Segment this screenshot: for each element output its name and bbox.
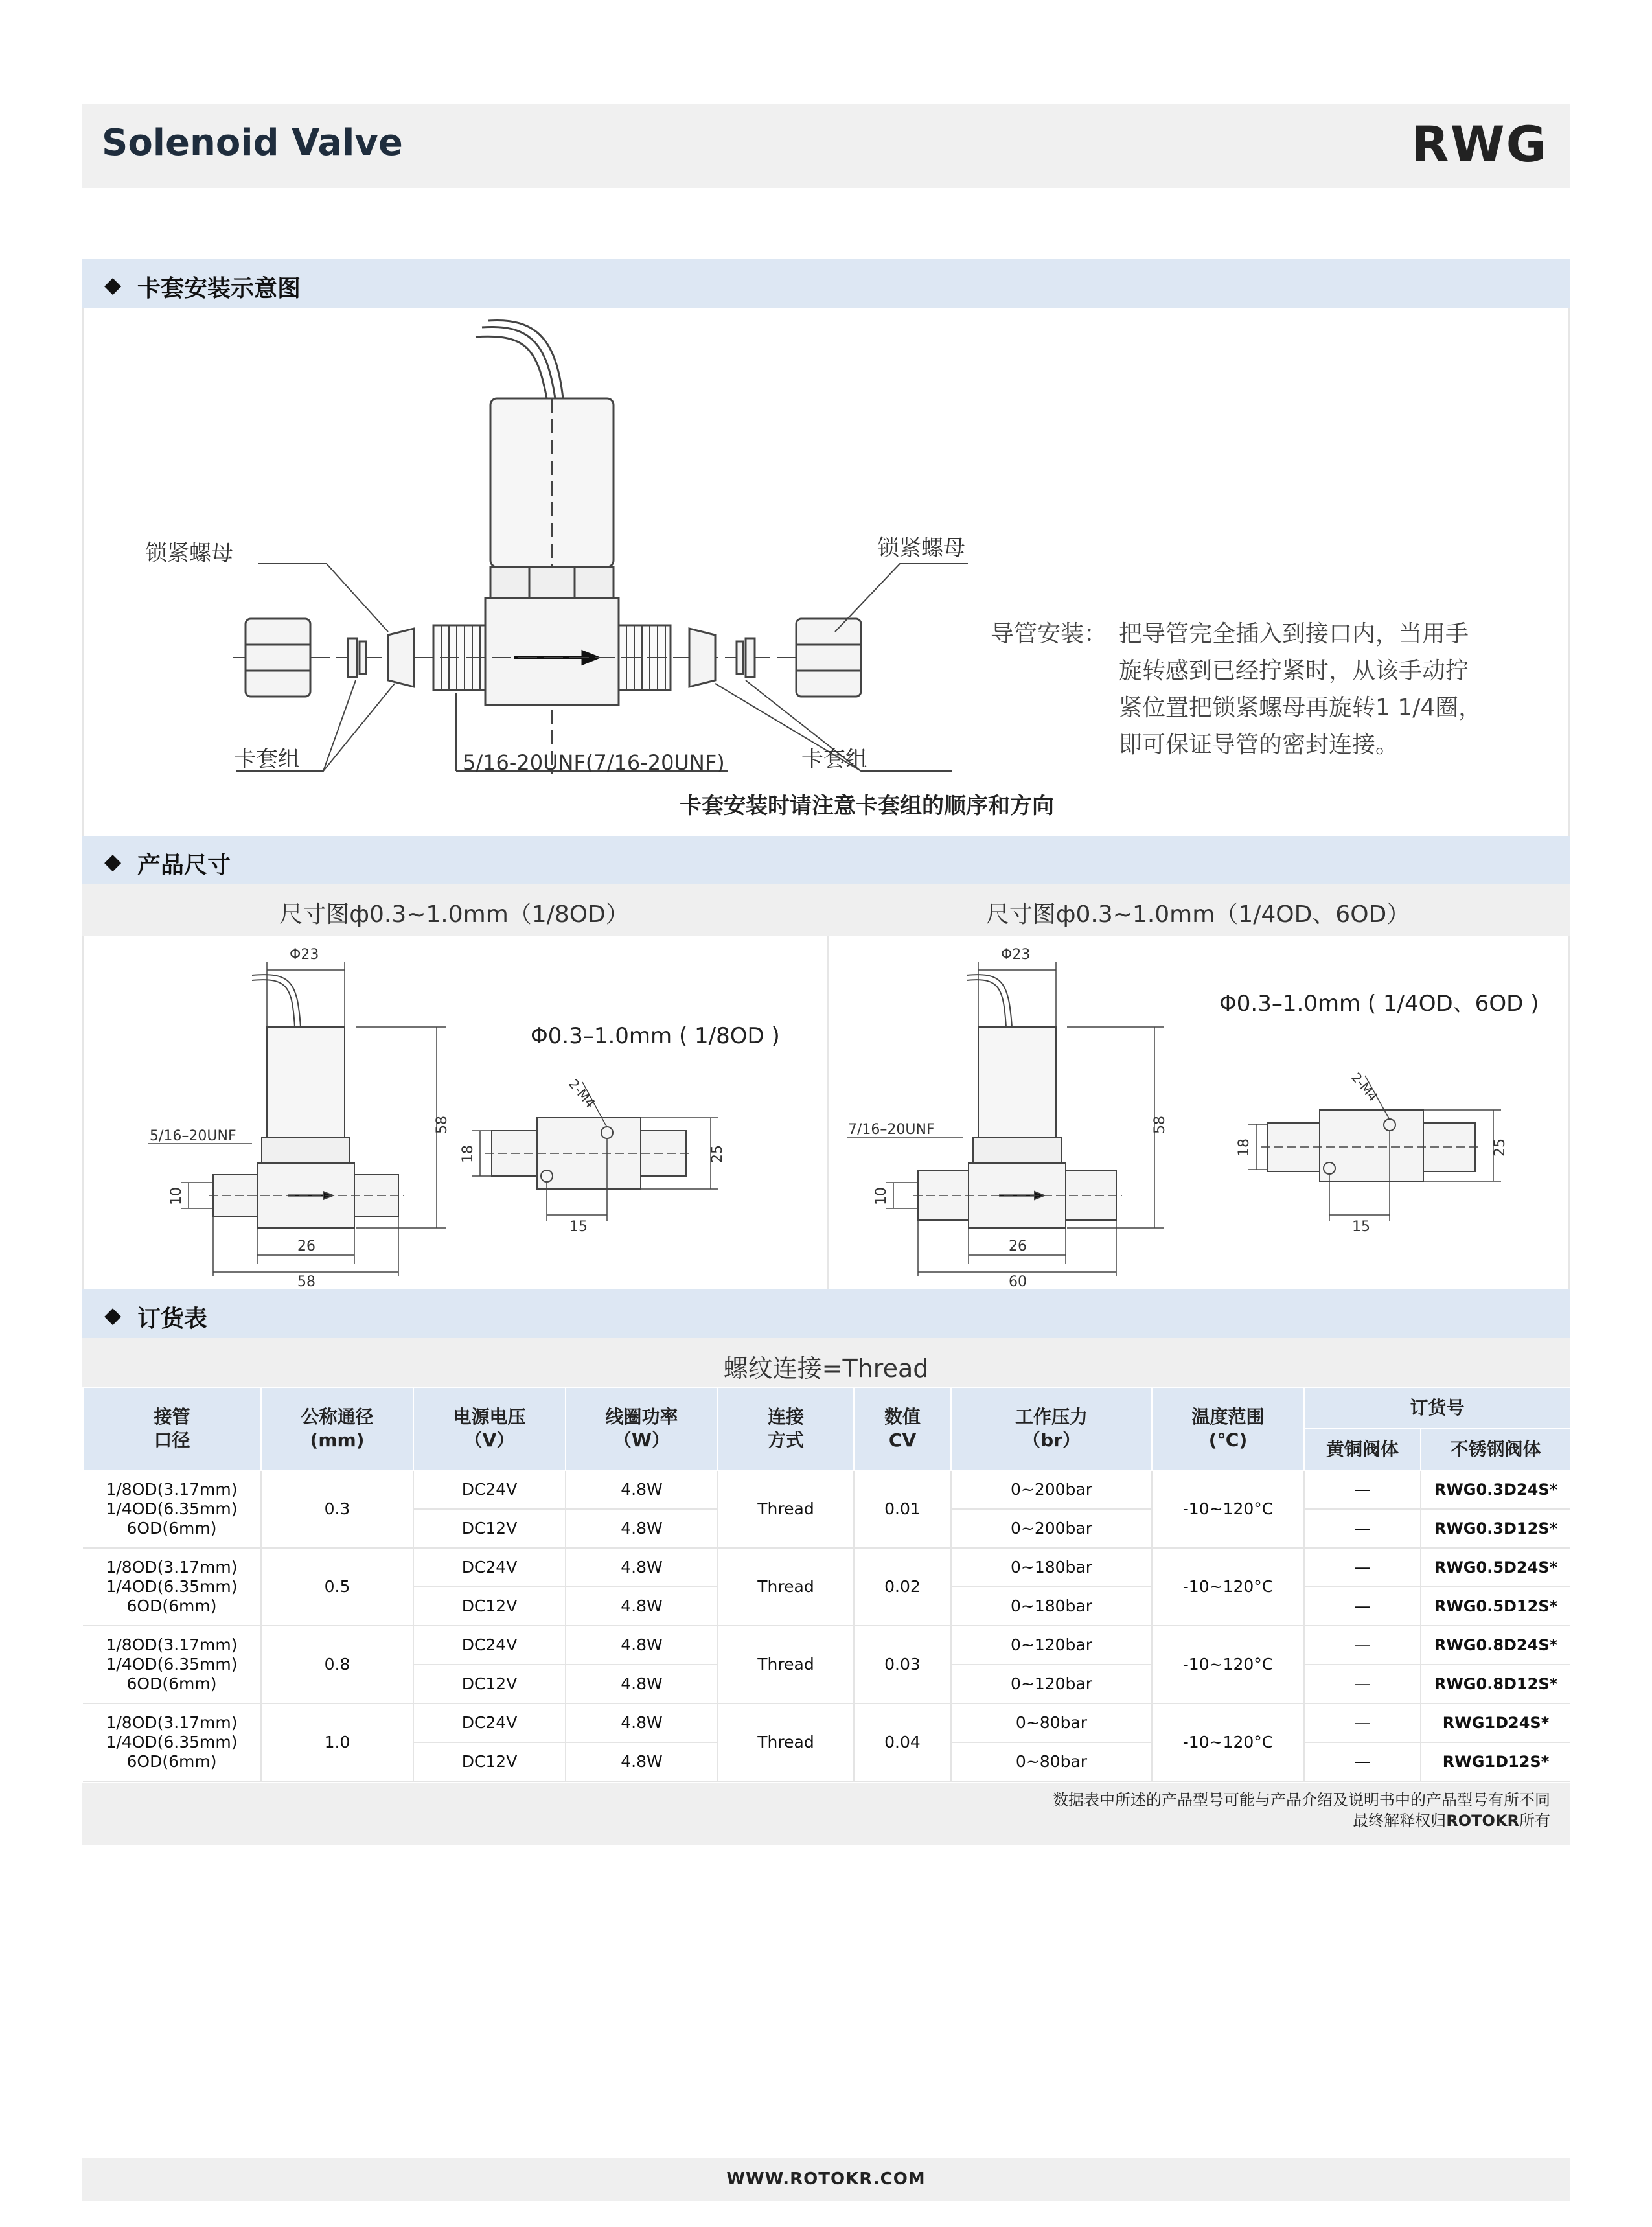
header-connection: 连接 方式 (718, 1387, 854, 1470)
dimension-header-left: 尺寸图ф0.3~1.0mm（1/8OD） (279, 901, 629, 928)
temperature-cell: -10~120°C (1152, 1626, 1304, 1703)
header-temperature: 温度范围 (℃) (1152, 1387, 1304, 1470)
pressure-cell: 0~120bar (951, 1665, 1152, 1703)
steel-order-cell: RWG0.3D24S* (1421, 1470, 1570, 1509)
section-bar-order (82, 1289, 1570, 1338)
order-table (82, 1387, 1571, 1782)
voltage-cell: DC12V (413, 1742, 566, 1781)
pipe-size: 1/4OD(6.35mm) (106, 1655, 238, 1674)
power-cell: 4.8W (566, 1509, 718, 1548)
pressure-cell: 0~180bar (951, 1587, 1152, 1626)
header-steel: 不锈钢阀体 (1421, 1429, 1570, 1470)
brass-order-cell: — (1304, 1587, 1421, 1626)
dim-body-right: 26 (1009, 1238, 1027, 1254)
voltage-cell: DC24V (413, 1548, 566, 1587)
dim-side-w-right: 15 (1352, 1219, 1370, 1235)
footnote-line-2: 最终解释权归ROTOKR所有 (1353, 1812, 1550, 1830)
pipe-size-cell (83, 1626, 261, 1703)
thread-right: 7/16–20UNF (848, 1122, 935, 1138)
table-row (83, 1626, 1570, 1665)
dim-body-left: 26 (297, 1238, 315, 1254)
section-title-order: 订货表 (137, 1306, 208, 1332)
install-line-4: 即可保证导管的密封连接。 (1119, 732, 1399, 758)
footer-url: WWW.ROTOKR.COM (726, 2169, 926, 2189)
pipe-size: 6OD(6mm) (126, 1674, 217, 1693)
power-cell: 4.8W (566, 1626, 718, 1665)
temperature-cell: -10~120°C (1152, 1703, 1304, 1781)
cv-cell: 0.04 (854, 1703, 951, 1781)
voltage-cell: DC24V (413, 1626, 566, 1665)
footnote-line-1: 数据表中所述的产品型号可能与产品介绍及说明书中的产品型号有所不同 (1053, 1791, 1550, 1809)
pipe-size: 1/8OD(3.17mm) (106, 1713, 238, 1732)
bore-cell: 0.5 (261, 1548, 413, 1626)
dim-side-h-right: 18 (1236, 1138, 1252, 1157)
installation-diagram (84, 308, 1568, 836)
voltage-cell: DC24V (413, 1470, 566, 1509)
cv-cell: 0.03 (854, 1626, 951, 1703)
voltage-cell: DC12V (413, 1665, 566, 1703)
table-row (83, 1703, 1570, 1742)
pressure-cell: 0~80bar (951, 1742, 1152, 1781)
header-brass: 黄铜阀体 (1304, 1429, 1421, 1470)
steel-order-cell: RWG0.3D12S* (1421, 1509, 1570, 1548)
ferrule-label-right: 卡套组 (801, 746, 867, 772)
diamond-icon: ◆ (104, 272, 122, 298)
header-power: 线圈功率 （W） (566, 1387, 718, 1470)
pipe-size-cell (83, 1470, 261, 1548)
dim-total-left: 58 (297, 1274, 315, 1289)
pipe-size: 6OD(6mm) (126, 1597, 217, 1615)
dimension-headers (82, 884, 1570, 936)
ferrule-label-left: 卡套组 (234, 746, 300, 772)
steel-order-cell: RWG0.8D12S* (1421, 1665, 1570, 1703)
thread-left: 5/16–20UNF (150, 1128, 236, 1144)
voltage-cell: DC12V (413, 1509, 566, 1548)
dim-pipe-left: 10 (168, 1187, 185, 1205)
page-title: Solenoid Valve (102, 122, 403, 164)
pressure-cell: 0~200bar (951, 1509, 1152, 1548)
brass-order-cell: — (1304, 1509, 1421, 1548)
pipe-size-cell (83, 1548, 261, 1626)
pipe-size: 6OD(6mm) (126, 1519, 217, 1538)
table-row (83, 1470, 1570, 1509)
section-bar-dimensions (82, 836, 1570, 884)
pressure-cell: 0~120bar (951, 1626, 1152, 1665)
dim-top-right: Φ23 (1001, 947, 1031, 963)
bore-cell: 1.0 (261, 1703, 413, 1781)
dimension-drawing-left (84, 936, 827, 1289)
brass-order-cell: — (1304, 1665, 1421, 1703)
steel-order-cell: RWG0.5D24S* (1421, 1548, 1570, 1587)
connection-cell: Thread (718, 1470, 854, 1548)
table-row (83, 1548, 1570, 1587)
dim-height-right: 58 (1152, 1116, 1168, 1134)
power-cell: 4.8W (566, 1548, 718, 1587)
dimension-caption-left: Φ0.3–1.0mm ( 1/8OD ) (531, 1023, 780, 1049)
dim-holes-right: 2-M4 (1348, 1069, 1381, 1105)
brand-logo: RWG (1411, 115, 1548, 173)
pressure-cell: 0~80bar (951, 1703, 1152, 1742)
temperature-cell: -10~120°C (1152, 1548, 1304, 1626)
bore-cell: 0.8 (261, 1626, 413, 1703)
section-title-dimensions: 产品尺寸 (137, 852, 231, 879)
pressure-cell: 0~200bar (951, 1470, 1152, 1509)
dim-side-h-left: 18 (460, 1145, 476, 1163)
header-order-number: 订货号 (1304, 1387, 1570, 1429)
dim-total-right: 60 (1009, 1274, 1027, 1289)
header-voltage: 电源电压 （V） (413, 1387, 566, 1470)
diamond-icon: ◆ (104, 1302, 122, 1328)
header-pipe: 接管 口径 (83, 1387, 261, 1470)
diamond-icon: ◆ (104, 849, 122, 875)
steel-order-cell: RWG0.8D24S* (1421, 1626, 1570, 1665)
connection-cell: Thread (718, 1548, 854, 1626)
power-cell: 4.8W (566, 1587, 718, 1626)
voltage-cell: DC12V (413, 1587, 566, 1626)
temperature-cell: -10~120°C (1152, 1470, 1304, 1548)
install-title: 导管安装： (991, 621, 1108, 647)
order-subtitle-strip (82, 1338, 1570, 1387)
steel-order-cell: RWG0.5D12S* (1421, 1587, 1570, 1626)
dimension-header-right: 尺寸图ф0.3~1.0mm（1/4OD、6OD） (985, 901, 1410, 928)
pipe-size: 1/4OD(6.35mm) (106, 1499, 238, 1518)
lock-nut-label-left: 锁紧螺母 (145, 540, 233, 566)
install-line-2: 旋转感到已经拧紧时，从该手动拧 (1119, 658, 1469, 684)
dimension-panel (82, 936, 1570, 1289)
footnote (1053, 1790, 1550, 1831)
pipe-size-cell (83, 1703, 261, 1781)
header-pressure: 工作压力 （br） (951, 1387, 1152, 1470)
install-line-1: 把导管完全插入到接口内，当用手 (1119, 621, 1469, 647)
header-cv: 数值 CV (854, 1387, 951, 1470)
power-cell: 4.8W (566, 1470, 718, 1509)
page-header (82, 104, 1570, 188)
install-line-3: 紧位置把锁紧螺母再旋转1 1/4圈， (1119, 695, 1482, 721)
brass-order-cell: — (1304, 1470, 1421, 1509)
pipe-size: 1/4OD(6.35mm) (106, 1577, 238, 1596)
steel-order-cell: RWG1D12S* (1421, 1742, 1570, 1781)
pipe-size: 1/8OD(3.17mm) (106, 1480, 238, 1499)
order-subtitle: 螺纹连接=Thread (723, 1354, 929, 1383)
dim-side-w-left: 15 (569, 1219, 588, 1235)
pipe-size: 1/8OD(3.17mm) (106, 1635, 238, 1654)
page-footer (82, 2158, 1570, 2201)
pipe-size: 1/4OD(6.35mm) (106, 1733, 238, 1751)
brass-order-cell: — (1304, 1626, 1421, 1665)
install-caption: 卡套安装时请注意卡套组的顺序和方向 (680, 793, 1054, 819)
brass-order-cell: — (1304, 1548, 1421, 1587)
dim-height-left: 58 (434, 1116, 450, 1134)
installation-panel (82, 308, 1570, 836)
thread-label: 5/16-20UNF(7/16-20UNF) (463, 750, 725, 775)
pipe-size: 1/8OD(3.17mm) (106, 1558, 238, 1576)
voltage-cell: DC24V (413, 1703, 566, 1742)
section-bar-installation (82, 259, 1570, 308)
order-table-body (83, 1470, 1570, 1781)
pressure-cell: 0~180bar (951, 1548, 1152, 1587)
dim-side-r-left: 25 (709, 1145, 726, 1163)
steel-order-cell: RWG1D24S* (1421, 1703, 1570, 1742)
dim-pipe-right: 10 (873, 1187, 889, 1205)
lock-nut-label-right: 锁紧螺母 (877, 535, 965, 561)
section-title-installation: 卡套安装示意图 (137, 275, 301, 302)
power-cell: 4.8W (566, 1665, 718, 1703)
cv-cell: 0.01 (854, 1470, 951, 1548)
dim-side-r-right: 25 (1492, 1138, 1508, 1157)
power-cell: 4.8W (566, 1703, 718, 1742)
dim-top-left: Φ23 (290, 947, 319, 963)
cv-cell: 0.02 (854, 1548, 951, 1626)
brass-order-cell: — (1304, 1703, 1421, 1742)
brass-order-cell: — (1304, 1742, 1421, 1781)
connection-cell: Thread (718, 1626, 854, 1703)
header-bore: 公称通径 (mm) (261, 1387, 413, 1470)
dimension-caption-right: Φ0.3–1.0mm ( 1/4OD、6OD ) (1219, 991, 1539, 1017)
dimension-drawing-right (827, 936, 1568, 1289)
pipe-size: 6OD(6mm) (126, 1752, 217, 1771)
dim-holes-left: 2-M4 (566, 1076, 599, 1111)
connection-cell: Thread (718, 1703, 854, 1781)
power-cell: 4.8W (566, 1742, 718, 1781)
bore-cell: 0.3 (261, 1470, 413, 1548)
